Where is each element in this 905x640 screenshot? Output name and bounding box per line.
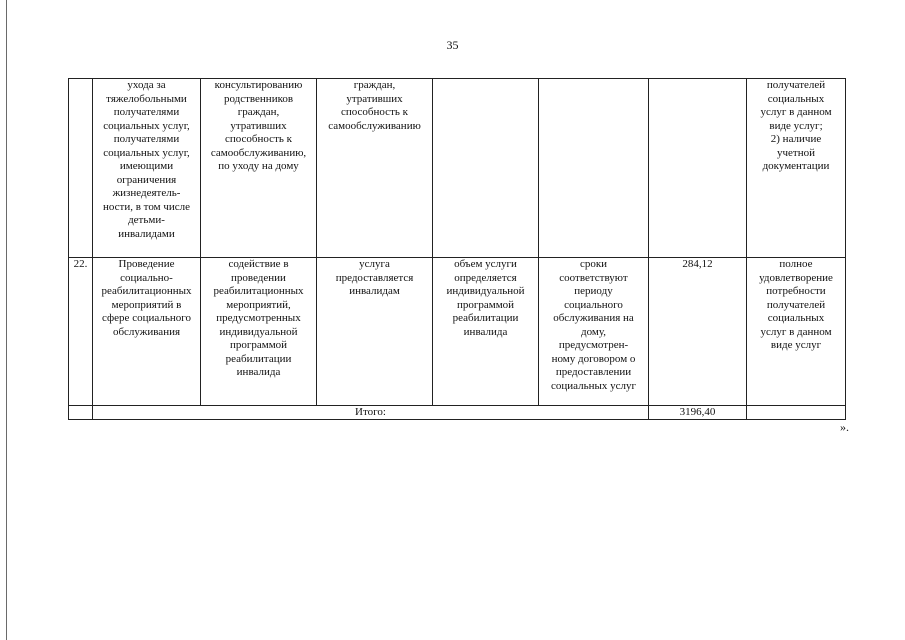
volume-cell: объем услуги определяется индивидуальной программой реабилитации инвалида	[433, 258, 539, 406]
services-table	[68, 78, 846, 420]
volume-cell	[433, 79, 539, 258]
service-name-cell: ухода за тяжелобольными получателями социальных услуг, получателями социальных услуг, имеющими ограничения жизнедеятель- ности, в том числе детьми- инвалидами	[93, 79, 201, 258]
service-content-cell: содействие в проведении реабилитационных мероприятий, предусмотренных индивидуальной программой реабилитации инвалида	[201, 258, 317, 406]
terms-cell: сроки соответствуют периоду социального обслуживания на дому, предусмотрен- ному договором о предоставлении социальных услуг	[539, 258, 649, 406]
table-row	[69, 258, 846, 406]
row-number: 22.	[69, 258, 93, 406]
table-row	[69, 79, 846, 258]
row-number	[69, 79, 93, 258]
total-blank-cell	[747, 406, 846, 420]
service-content-cell: консультированию родственников граждан, утративших способность к самообслуживанию, по уходу на дому	[201, 79, 317, 258]
page-number: 35	[446, 38, 459, 52]
total-blank-cell	[69, 406, 93, 420]
recipients-cell: услуга предоставляется инвалидам	[317, 258, 433, 406]
quality-cell: полное удовлетворение потребности получателей социальных услуг в данном виде услуг	[747, 258, 846, 406]
cost-cell	[649, 79, 747, 258]
total-label: Итого:	[93, 406, 649, 420]
recipients-cell: граждан, утративших способность к самообслуживанию	[317, 79, 433, 258]
cost-cell: 284,12	[649, 258, 747, 406]
total-value: 3196,40	[649, 406, 747, 420]
terms-cell	[539, 79, 649, 258]
closing-quote-mark: ».	[840, 420, 849, 434]
service-name-cell: Проведение социально- реабилитационных мероприятий в сфере социального обслуживания	[93, 258, 201, 406]
quality-cell: получателей социальных услуг в данном виде услуг; 2) наличие учетной документации	[747, 79, 846, 258]
total-row	[69, 406, 846, 420]
scan-edge-line	[6, 0, 7, 640]
